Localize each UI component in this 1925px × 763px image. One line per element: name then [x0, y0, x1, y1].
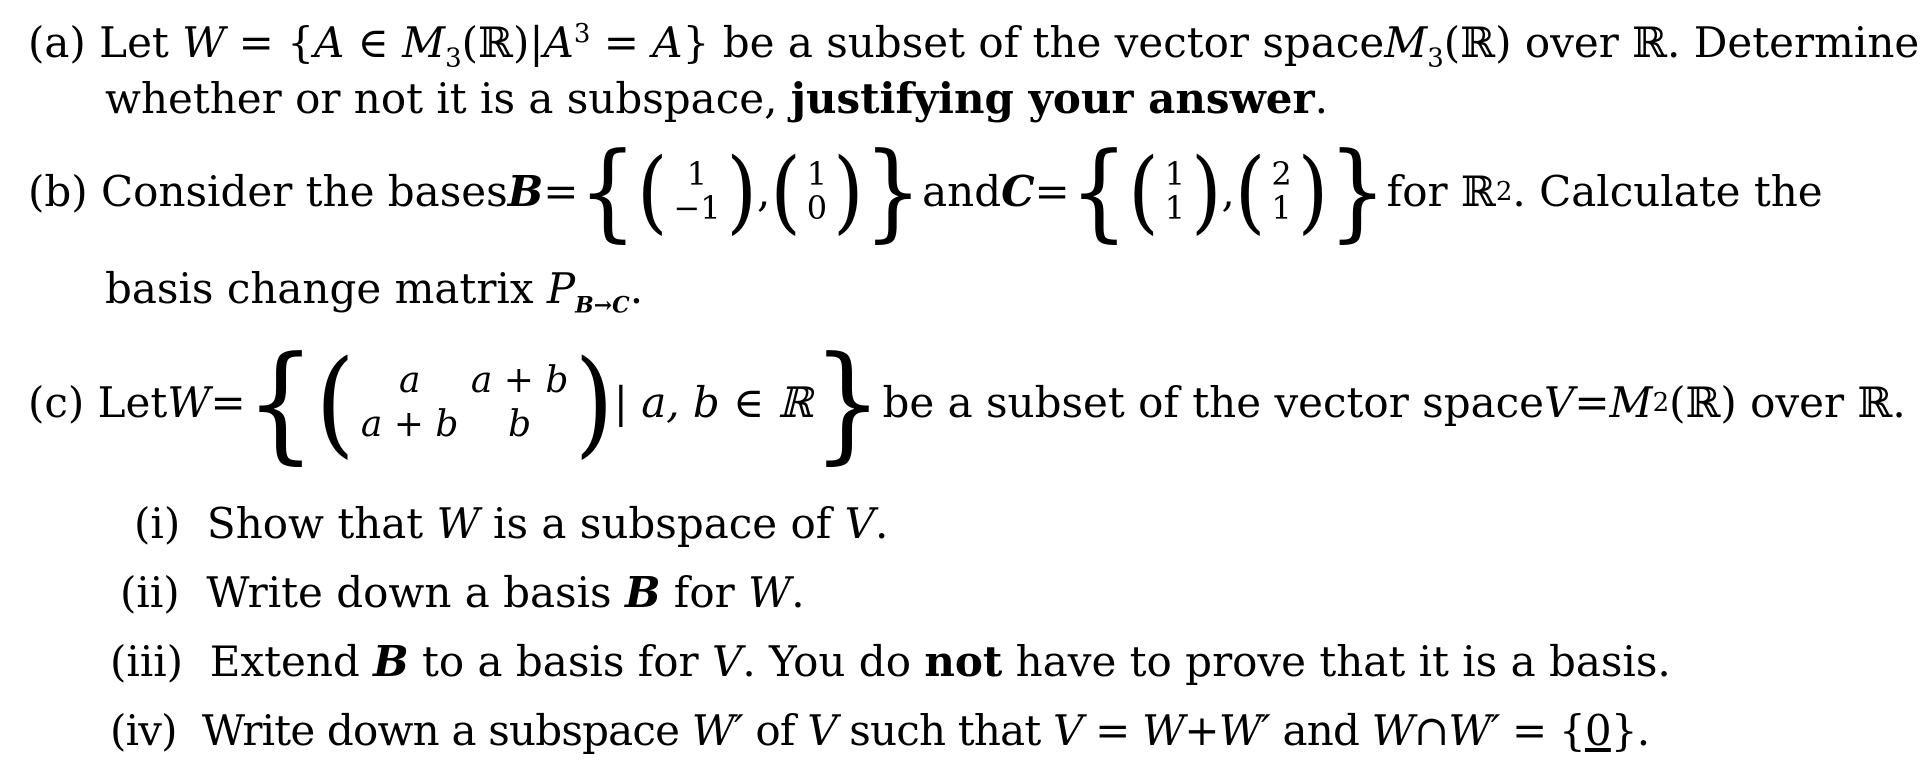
item-i: (i) Show that W is a subspace of V. [134, 499, 889, 548]
part-b-line2: basis change matrix $P_{B\to C}$. [105, 264, 644, 319]
part-c-label: (c) [28, 378, 85, 427]
basis-c-vector-2: 2 1 [1271, 155, 1292, 227]
item-ii: (ii) Write down a basis B for W. [120, 568, 805, 617]
part-a-label: (a) [28, 18, 86, 67]
item-iii: (iii) Extend B to a basis for V. You do not have to prove that it is a basis. [110, 637, 1671, 686]
basis-c-vector-1: 1 1 [1164, 155, 1186, 227]
item-iv: (iv) Write down a subspace W′ of V such that V = W+W′ and W∩W′ = {0}. [110, 706, 1650, 755]
emphasis-justify: justifying your answer [790, 74, 1315, 123]
basis-b-vector-2: 1 0 [806, 155, 828, 227]
part-a-line2: whether or not it is a subspace, justifying your answer. [105, 74, 1328, 123]
part-a-line1: (a) Let W = {A ∈ $M_3(ℝ)|A^3 = A$} be a subset of the vector spaceM$_3$(ℝ) over ℝ. Determine [28, 18, 1920, 74]
part-b-line1: (b) Consider the bases B = { ( 1 −1 ) , ( 1 0 ) } and C = { ( 1 1 ) , ( 2 1 ) } for ℝ 2 . Calculate the [28, 129, 1823, 253]
part-b-label: (b) [28, 167, 88, 216]
matrix-w: a a + b a + b b [360, 360, 569, 445]
basis-b-vector-1: 1 −1 [673, 155, 721, 227]
part-c-line1: (c) Let W = { ( a a + b a + b b ) | a, b ∈ ℝ } be a subset of the vector space V = M 2 (ℝ) over ℝ. [28, 329, 1906, 477]
